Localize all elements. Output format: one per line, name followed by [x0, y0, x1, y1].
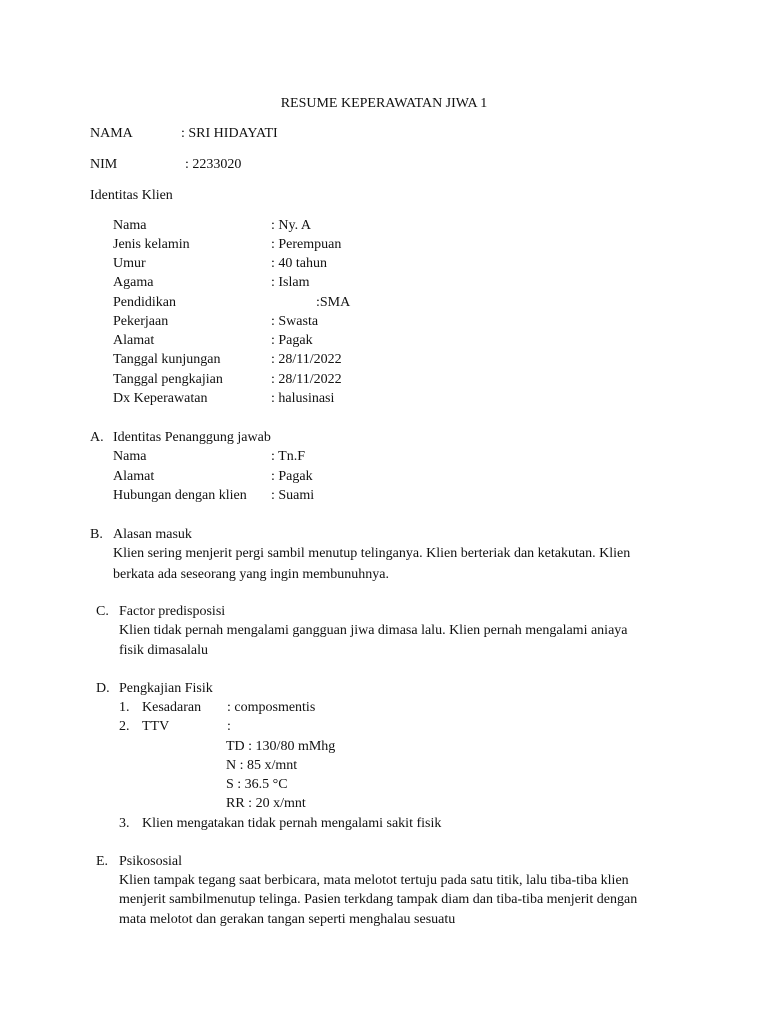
paragraph-line: Klien tidak pernah mengalami gangguan jiwa dimasa lalu. Klien pernah mengalami aniaya	[119, 623, 628, 638]
field-label: Hubungan dengan klien	[113, 488, 247, 503]
paragraph-line: menjerit sambilmenutup telinga. Pasien terkdang tampak diam dan tiba-tiba menjerit dengan	[119, 892, 638, 907]
field-label: Tanggal kunjungan	[113, 352, 221, 367]
field-value: : Swasta	[271, 314, 319, 329]
field-value: :SMA	[316, 295, 351, 310]
nama-label: NAMA	[90, 126, 133, 141]
field-value: : composmentis	[227, 700, 316, 715]
section-heading: Psikososial	[119, 854, 183, 869]
paragraph-line: fisik dimasalalu	[119, 643, 209, 658]
nim-label: NIM	[90, 157, 118, 172]
section-heading: Pengkajian Fisik	[119, 681, 213, 696]
field-label: Nama	[113, 449, 147, 464]
section-marker: B.	[90, 527, 103, 542]
ttv-line: TD : 130/80 mMhg	[226, 739, 336, 754]
section-heading: Factor predisposisi	[119, 604, 226, 619]
field-value: : Ny. A	[271, 218, 311, 233]
paragraph-line: mata melotot dan gerakan tangan seperti menghalau sesuatu	[119, 912, 456, 927]
field-label: Jenis kelamin	[113, 237, 190, 252]
field-label: Alamat	[113, 333, 155, 348]
field-value: : 40 tahun	[271, 256, 327, 271]
paragraph-line: Klien tampak tegang saat berbicara, mata melotot tertuju pada satu titik, lalu tiba-tiba klien	[119, 873, 629, 888]
section-heading: Alasan masuk	[113, 527, 192, 542]
section-marker: C.	[96, 604, 109, 619]
field-value: : Islam	[271, 275, 310, 290]
field-label: Pendidikan	[113, 295, 176, 310]
list-number: 1.	[119, 700, 130, 715]
document-title: RESUME KEPERAWATAN JIWA 1	[280, 96, 488, 111]
field-value: : Tn.F	[271, 449, 305, 464]
section-marker: E.	[96, 854, 109, 869]
identitas-klien-heading: Identitas Klien	[90, 188, 173, 203]
nim-value: : 2233020	[185, 157, 242, 172]
field-value: : 28/11/2022	[271, 372, 342, 387]
field-value: :	[227, 719, 231, 734]
ttv-line: N : 85 x/mnt	[226, 758, 298, 773]
field-value: : 28/11/2022	[271, 352, 342, 367]
section-marker: D.	[96, 681, 110, 696]
ttv-line: S : 36.5 °C	[226, 777, 288, 792]
field-label: Tanggal pengkajian	[113, 372, 223, 387]
paragraph-line: berkata ada seseorang yang ingin membunuhnya.	[113, 567, 390, 582]
field-label: TTV	[142, 719, 170, 734]
field-label: Nama	[113, 218, 147, 233]
paragraph-line: Klien sering menjerit pergi sambil menutup telinganya. Klien berteriak dan ketakutan. Klien	[113, 546, 631, 561]
list-item-text: Klien mengatakan tidak pernah mengalami sakit fisik	[142, 816, 442, 831]
field-value: : Perempuan	[271, 237, 342, 252]
nama-value: : SRI HIDAYATI	[181, 126, 278, 141]
list-number: 3.	[119, 816, 130, 831]
field-label: Kesadaran	[142, 700, 202, 715]
field-label: Umur	[113, 256, 146, 271]
field-label: Agama	[113, 275, 154, 290]
field-label: Pekerjaan	[113, 314, 169, 329]
ttv-line: RR : 20 x/mnt	[226, 796, 306, 811]
field-value: : Suami	[271, 488, 315, 503]
section-marker: A.	[90, 430, 104, 445]
section-heading: Identitas Penanggung jawab	[113, 430, 271, 445]
field-label: Alamat	[113, 469, 155, 484]
field-value: : Pagak	[271, 333, 313, 348]
field-value: : halusinasi	[271, 391, 335, 406]
field-label: Dx Keperawatan	[113, 391, 208, 406]
list-number: 2.	[119, 719, 130, 734]
field-value: : Pagak	[271, 469, 313, 484]
